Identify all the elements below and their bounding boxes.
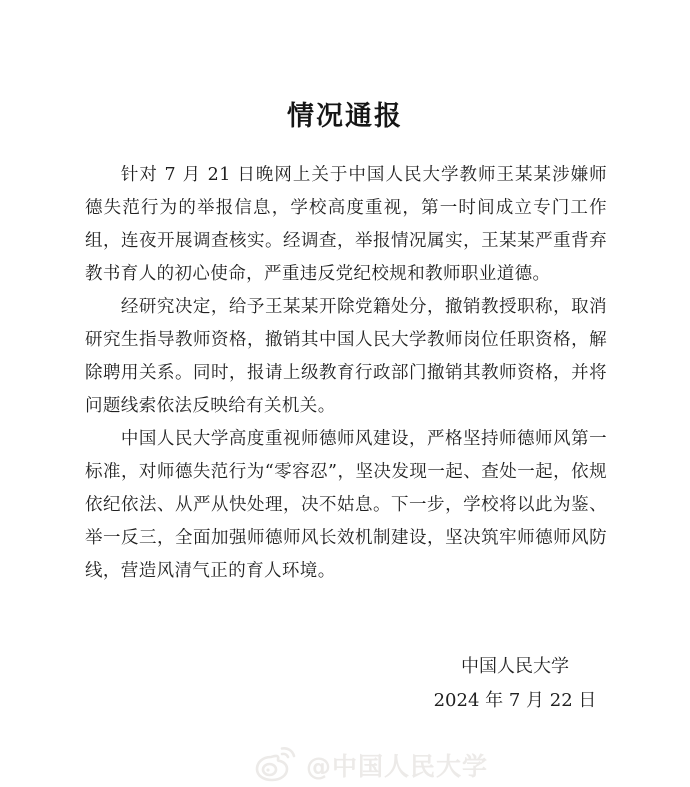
signature-org: 中国人民大学 bbox=[461, 656, 569, 677]
notice-paragraph-2: 经研究决定，给予王某某开除党籍处分，撤销教授职称，取消研究生指导教师资格，撤销其中国人民大学教师岗位任职资格，解除聘用关系。同时，报请上级教育行政部门撤销其教师资格，并将问题线索依法反映给有关机关。 bbox=[85, 297, 607, 416]
notice-paragraph-3: 中国人民大学高度重视师德师风建设，严格坚持师德师风第一标准，对师德失范行为“零容忍”，坚决发现一起、查处一起，依规依纪依法、从严从快处理，决不姑息。下一步，学校将以此为鉴、举一反三，全面加强师德师风长效机制建设，坚决筑牢师德师风防线，营造风清气正的育人环境。 bbox=[85, 429, 607, 581]
signature-block bbox=[395, 650, 635, 718]
page-title: 情况通报 bbox=[287, 101, 403, 132]
document-body bbox=[85, 159, 607, 588]
watermark-handle: @中国人民大学 bbox=[306, 752, 489, 781]
weibo-icon bbox=[254, 746, 298, 784]
signature-date: 2024 年 7 月 22 日 bbox=[433, 690, 597, 711]
weibo-watermark bbox=[254, 746, 488, 784]
notice-paragraph-1: 针对 7 月 21 日晚网上关于中国人民大学教师王某某涉嫌师德失范行为的举报信息，学校高度重视，第一时间成立专门工作组，连夜开展调查核实。经调查，举报情况属实，王某某严重背弃教书育人的初心使命，严重违反党纪校规和教师职业道德。 bbox=[85, 165, 607, 284]
